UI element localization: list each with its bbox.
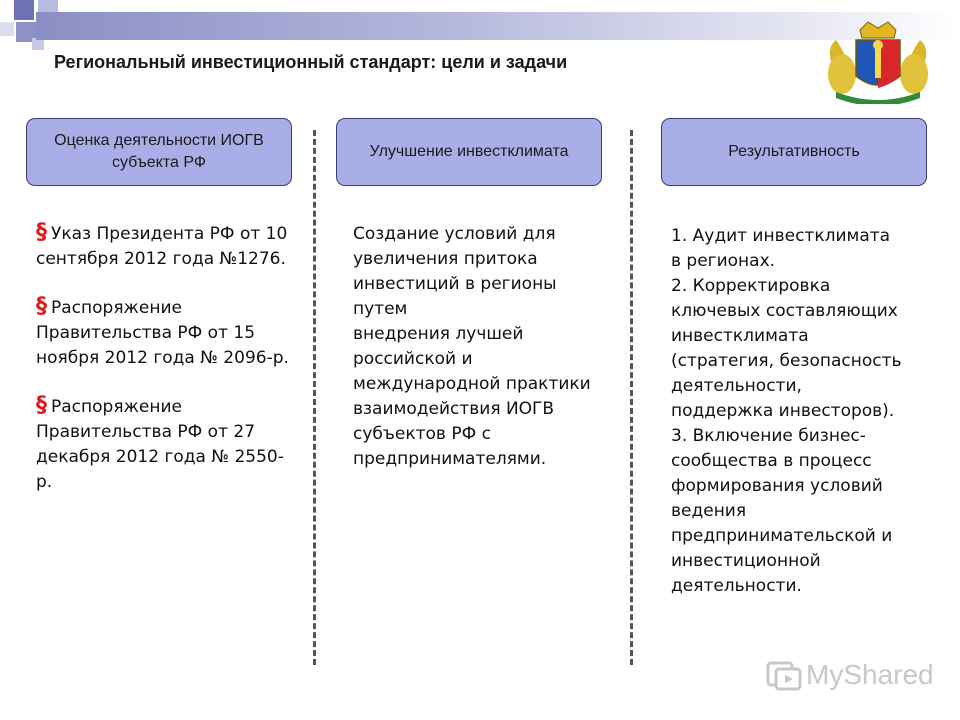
text-line: инвестклимата	[671, 326, 809, 346]
text-line: поддержка инвесторов).	[671, 401, 895, 421]
watermark-text: MyShared	[806, 659, 934, 690]
text-line: инвестиционной	[671, 551, 821, 571]
myshared-watermark	[766, 655, 934, 695]
text-line: путем	[353, 299, 408, 319]
text-line: увеличения притока	[353, 249, 538, 269]
section-mark-icon: §	[36, 294, 47, 319]
text-line: деятельности,	[671, 376, 802, 396]
text-line: 3. Включение бизнес-	[671, 426, 866, 446]
text-line: предпринимателями.	[353, 449, 547, 469]
column-2-heading: Улучшение инвестклимата	[369, 143, 569, 160]
text-line: ведения	[671, 501, 747, 521]
section-mark-icon: §	[36, 220, 47, 245]
column-3-heading-box	[661, 118, 927, 186]
text-line: 2. Корректировка	[671, 276, 831, 296]
decor-square-3	[0, 22, 14, 36]
text-line: взаимодействия ИОГВ	[353, 399, 555, 419]
text-line: Создание условий для	[353, 224, 556, 244]
legal-reference-item	[36, 393, 298, 495]
text-line: внедрения лучшей	[353, 324, 524, 344]
text-line: инвестиций в регионы	[353, 274, 557, 294]
text-line: ключевых составляющих	[671, 301, 898, 321]
text-line: предпринимательской и	[671, 526, 893, 546]
text-line: в регионах.	[671, 251, 776, 271]
column-divider-right	[630, 130, 633, 665]
text-line: российской и	[353, 349, 473, 369]
legal-reference-text: Указ Президента РФ от 10 сентября 2012 года №1276.	[36, 224, 288, 269]
legal-reference-item	[36, 220, 298, 272]
text-line: 1. Аудит инвестклимата	[671, 226, 891, 246]
text-line: деятельности.	[671, 576, 802, 596]
legal-reference-text: Распоряжение Правительства РФ от 27 декабря 2012 года № 2550-р.	[36, 397, 284, 492]
column-1-content	[36, 220, 298, 517]
legal-reference-item	[36, 294, 298, 371]
legal-reference-text: Распоряжение Правительства РФ от 15 ноября 2012 года № 2096-р.	[36, 298, 289, 368]
myshared-logo-icon	[766, 657, 802, 693]
column-2-content	[353, 222, 615, 472]
text-line: сообщества в процесс	[671, 451, 872, 471]
column-3-content	[671, 224, 941, 599]
section-mark-icon: §	[36, 393, 47, 418]
column-divider-left	[313, 130, 316, 665]
decor-square-1	[14, 0, 34, 20]
column-1-heading: Оценка деятельности ИОГВ субъекта РФ	[54, 132, 264, 171]
slide-title: Региональный инвестиционный стандарт: цели и задачи	[54, 52, 568, 72]
text-line: субъектов РФ с	[353, 424, 491, 444]
column-1-heading-box	[26, 118, 292, 186]
column-2-heading-box	[336, 118, 602, 186]
coat-of-arms-emblem	[820, 18, 936, 104]
text-line: международной практики	[353, 374, 591, 394]
column-3-heading: Результативность	[728, 143, 860, 160]
text-line: (стратегия, безопасность	[671, 351, 902, 371]
text-line: формирования условий	[671, 476, 883, 496]
